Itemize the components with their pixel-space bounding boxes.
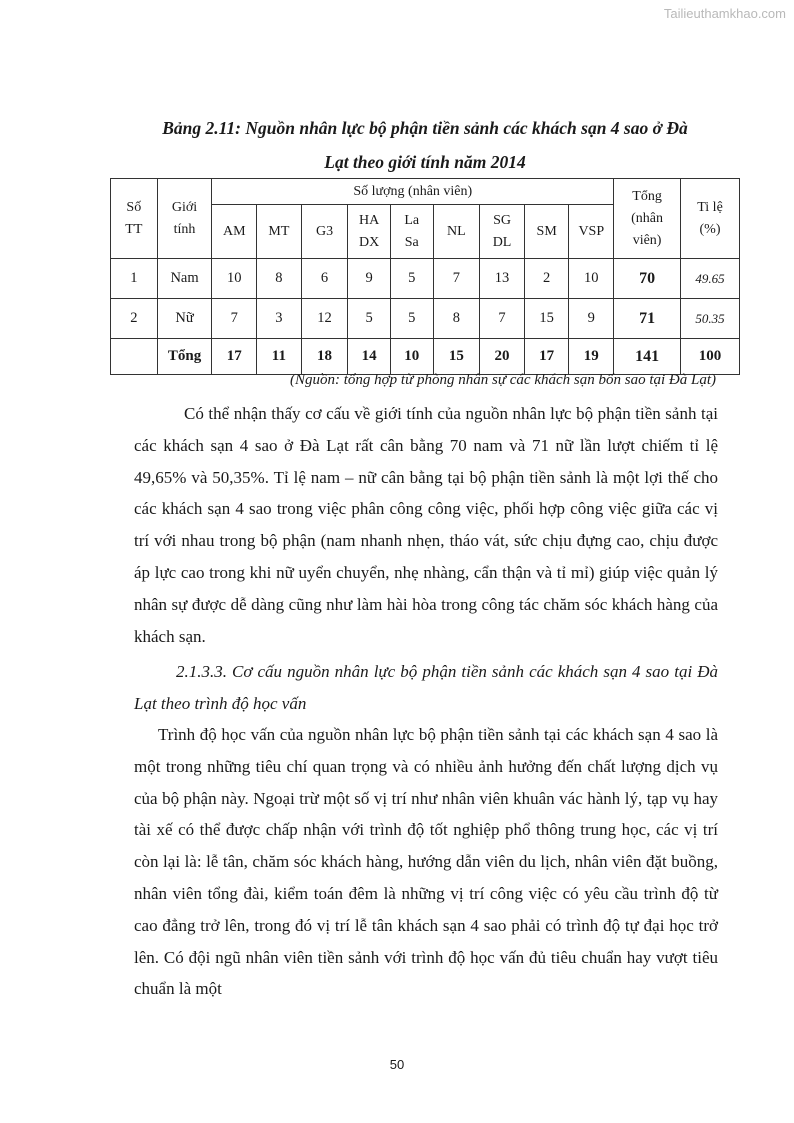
cell-value: 7 [433,259,480,299]
table-row-male [111,259,740,299]
cell-value: 5 [348,299,391,339]
cell-stt [111,339,158,375]
cell-stt: 1 [111,259,158,299]
cell-ratio: 49.65 [681,259,740,299]
cell-gender: Nữ [157,299,212,339]
cell-value: 8 [433,299,480,339]
cell-value: 8 [257,259,302,299]
cell-value: 9 [569,299,614,339]
cell-value: 15 [524,299,569,339]
cell-value: 17 [212,339,257,375]
cell-value: 6 [301,259,348,299]
cell-value: 14 [348,339,391,375]
cell-ratio: 50.35 [681,299,740,339]
header-quantity-group: Số lượng (nhân viên) [212,179,614,205]
cell-total-label: Tổng [157,339,212,375]
cell-value: 19 [569,339,614,375]
cell-value: 7 [480,299,525,339]
cell-value: 15 [433,339,480,375]
header-hotel-mt: MT [257,205,302,259]
cell-value: 5 [390,299,433,339]
watermark: Tailieuthamkhao.com [663,6,786,21]
header-hotel-nl: NL [433,205,480,259]
cell-value: 20 [480,339,525,375]
cell-value: 18 [301,339,348,375]
cell-value: 10 [212,259,257,299]
header-hotel-hadx: HA DX [348,205,391,259]
cell-value: 17 [524,339,569,375]
table-row-total [111,339,740,375]
header-gender: Giới tính [157,179,212,259]
cell-total: 70 [614,259,681,299]
table-row-female [111,299,740,339]
body-paragraph-2: Trình độ học vấn của nguồn nhân lực bộ phận tiền sảnh tại các khách sạn 4 sao là một trong những tiêu chí quan trọng và có nhiều ảnh hưởng đến chất lượng dịch vụ của bộ phận này. Ngoại trừ một số vị trí như nhân viên khuân vác hành lý, tạp vụ hay tài xế có thể được chấp nhận với trình độ tốt nghiệp phổ thông trung học, các vị trí còn lại là: lễ tân, chăm sóc khách hàng, hướng dẫn viên du lịch, nhân viên đặt buồng, nhân viên tổng đài, kiểm toán đêm là những vị trí công việc có yêu cầu trình độ từ cao đẳng trở lên, trong đó vị trí lễ tân khách sạn 4 sao phải có trình độ tự đại học trở lên. Có đội ngũ nhân viên tiền sảnh với trình độ học vấn đủ tiêu chuẩn hay vượt tiêu chuẩn là một [134,725,718,999]
cell-value: 12 [301,299,348,339]
cell-gender: Nam [157,259,212,299]
table-source-note: (Nguồn: tổng hợp từ phòng nhân sự các khách sạn bốn sao tại Đà Lạt) [289,372,716,388]
header-total: Tổng (nhân viên) [614,179,681,259]
table-header-row [111,179,740,205]
cell-stt: 2 [111,299,158,339]
header-hotel-am: AM [212,205,257,259]
cell-value: 10 [390,339,433,375]
header-hotel-sm: SM [524,205,569,259]
cell-value: 11 [257,339,302,375]
cell-value: 5 [390,259,433,299]
table-caption-line-1: Bảng 2.11: Nguồn nhân lực bộ phận tiền sảnh các khách sạn 4 sao ở Đà [162,118,688,138]
table-caption-line-2: Lạt theo giới tính năm 2014 [324,152,526,172]
staff-gender-table [110,178,740,375]
cell-value: 7 [212,299,257,339]
cell-total: 141 [614,339,681,375]
header-stt: Số TT [111,179,158,259]
section-heading: 2.1.3.3. Cơ cấu nguồn nhân lực bộ phận tiền sảnh các khách sạn 4 sao tại Đà Lạt theo trình độ học vấn [134,662,718,713]
cell-value: 2 [524,259,569,299]
header-hotel-sgdl: SG DL [480,205,525,259]
cell-ratio: 100 [681,339,740,375]
cell-value: 13 [480,259,525,299]
cell-value: 10 [569,259,614,299]
cell-total: 71 [614,299,681,339]
cell-value: 3 [257,299,302,339]
cell-value: 9 [348,259,391,299]
header-hotel-vsp: VSP [569,205,614,259]
page-number: 50 [389,1057,405,1072]
header-hotel-g3: G3 [301,205,348,259]
body-paragraph-1: Có thể nhận thấy cơ cấu về giới tính của nguồn nhân lực bộ phận tiền sảnh tại các khách sạn 4 sao ở Đà Lạt rất cân bằng 70 nam và 71 nữ lần lượt chiếm tỉ lệ 49,65% và 50,35%. Tỉ lệ nam – nữ cân bằng tại bộ phận tiền sảnh là một lợi thế cho các khách sạn 4 sao trong việc phân công công việc, phối hợp công việc giữa các vị trí với nhau trong bộ phận (nam nhanh nhẹn, tháo vát, sức chịu đựng cao, chịu được áp lực cao trong khi nữ uyển chuyển, nhẹ nhàng, cẩn thận và tỉ mỉ) giúp việc quản lý nhân sự được dễ dàng cũng như làm hài hòa trong công tác chăm sóc khách hàng của khách sạn. [134,404,718,646]
header-ratio: Ti lệ (%) [681,179,740,259]
header-hotel-lasa: La Sa [390,205,433,259]
